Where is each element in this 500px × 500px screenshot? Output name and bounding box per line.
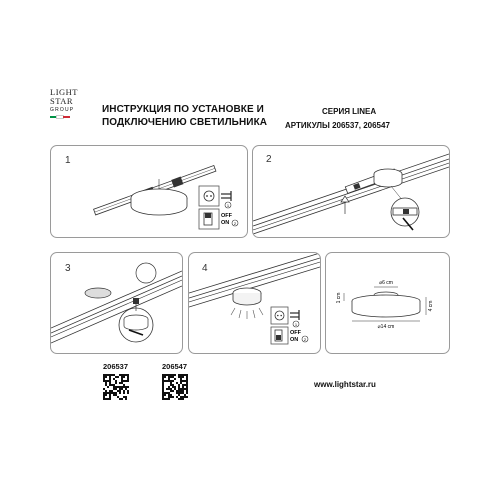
step-number: 1 — [65, 155, 71, 166]
top-diameter-label: ⌀6 cm — [379, 280, 393, 286]
title-line-2: ПОДКЛЮЧЕНИЮ СВЕТИЛЬНИКА — [102, 117, 268, 128]
svg-text:OFF: OFF — [221, 213, 232, 219]
title-line-1: ИНСТРУКЦИЯ ПО УСТАНОВКЕ И — [102, 104, 264, 115]
website-link[interactable]: www.lightstar.ru — [314, 380, 376, 389]
svg-text:1: 1 — [226, 203, 230, 208]
qr-code-icon[interactable] — [103, 374, 129, 400]
track-rail-icon — [253, 154, 449, 234]
logo-text-light: LIGHT — [50, 87, 78, 97]
track-rail-icon — [51, 271, 182, 343]
small-height-label: 1 cm — [336, 292, 342, 304]
logo-text-star: STAR — [50, 96, 74, 106]
qr-code-1[interactable] — [103, 374, 129, 400]
articles-label: АРТИКУЛЫ 206537, 206547 — [285, 121, 390, 130]
step-number: 2 — [266, 154, 272, 165]
step-3-panel — [50, 252, 183, 354]
series-label: СЕРИЯ LINEA — [322, 107, 377, 116]
svg-text:ON: ON — [221, 220, 230, 226]
article-code-2: 206547 — [162, 362, 188, 371]
power-socket-icon — [199, 186, 219, 206]
dimensions-diagram — [326, 253, 449, 353]
italian-flag-icon — [50, 116, 70, 118]
dimensions-panel — [325, 252, 450, 354]
svg-text:2: 2 — [303, 337, 307, 342]
article-code-1: 206537 — [103, 362, 129, 371]
step-4-illustration — [189, 253, 320, 353]
step-4-panel — [188, 252, 321, 354]
step-2-panel — [252, 145, 450, 238]
light-rays-icon — [231, 308, 263, 319]
brand-logo — [50, 88, 90, 118]
logo-text-group: GROUP — [50, 107, 75, 113]
qr-code-icon[interactable] — [162, 374, 188, 400]
step-number: 4 — [202, 263, 208, 274]
step-number: 3 — [65, 263, 71, 274]
page-title — [102, 103, 267, 129]
svg-text:2: 2 — [233, 221, 237, 226]
step-1-illustration — [51, 146, 247, 237]
svg-text:OFF: OFF — [290, 330, 301, 336]
qr-code-2[interactable] — [162, 374, 188, 400]
svg-text:1: 1 — [294, 322, 298, 327]
svg-text:ON: ON — [290, 337, 299, 343]
power-socket-icon — [271, 307, 288, 324]
total-height-label: 4 cm — [428, 300, 434, 312]
bottom-diameter-label: ⌀14 cm — [377, 324, 395, 330]
step-1-panel — [50, 145, 248, 238]
step-2-illustration — [253, 146, 449, 237]
